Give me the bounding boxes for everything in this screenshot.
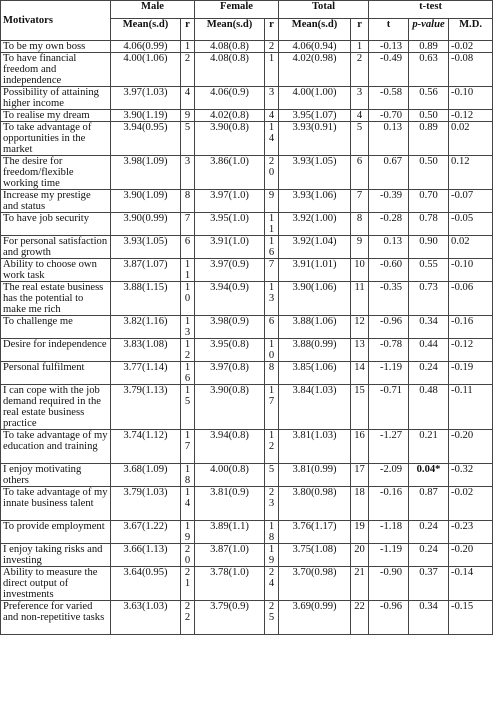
male-mean-cell: 3.63(1.03) xyxy=(111,601,181,635)
table-row xyxy=(1,87,493,110)
total-rank-cell: 6 xyxy=(351,156,369,190)
male-mean-cell: 3.82(1.16) xyxy=(111,316,181,339)
female-rank-cell: 10 xyxy=(265,339,279,362)
total-rank-cell: 9 xyxy=(351,236,369,259)
table-row xyxy=(1,487,493,521)
motivator-cell: To take advantage of my education and training xyxy=(1,430,111,464)
female-header: Female xyxy=(195,1,279,19)
female-rank-cell: 18 xyxy=(265,521,279,544)
table-row xyxy=(1,122,493,156)
table-row xyxy=(1,213,493,236)
male-mean-cell: 4.00(1.06) xyxy=(111,53,181,87)
md-cell: -0.10 xyxy=(449,87,493,110)
table-row xyxy=(1,430,493,464)
md-cell: -0.07 xyxy=(449,190,493,213)
md-cell: -0.10 xyxy=(449,259,493,282)
total-rank-cell: 19 xyxy=(351,521,369,544)
male-mean-cell: 3.79(1.13) xyxy=(111,385,181,430)
p-value-cell: 0.89 xyxy=(409,41,449,53)
female-mean-cell: 3.89(1.1) xyxy=(195,521,265,544)
male-mean-cell: 3.77(1.14) xyxy=(111,362,181,385)
md-cell: -0.05 xyxy=(449,213,493,236)
t-value-cell: -0.13 xyxy=(369,41,409,53)
female-rank-cell: 3 xyxy=(265,87,279,110)
total-mean-cell: 3.80(0.98) xyxy=(279,487,351,521)
female-mean-cell: 3.94(0.8) xyxy=(195,430,265,464)
header-row-groups xyxy=(1,1,493,19)
male-rank-cell: 16 xyxy=(181,362,195,385)
t-header: t xyxy=(369,19,409,41)
male-mean-cell: 4.06(0.99) xyxy=(111,41,181,53)
table-row xyxy=(1,464,493,487)
motivator-cell: To have job security xyxy=(1,213,111,236)
male-mean-cell: 3.93(1.05) xyxy=(111,236,181,259)
male-rank-header: r xyxy=(181,19,195,41)
female-mean-cell: 3.90(0.8) xyxy=(195,122,265,156)
total-rank-cell: 8 xyxy=(351,213,369,236)
p-value-cell: 0.73 xyxy=(409,282,449,316)
total-mean-cell: 3.92(1.00) xyxy=(279,213,351,236)
p-value-cell: 0.78 xyxy=(409,213,449,236)
table-row xyxy=(1,110,493,122)
male-rank-cell: 4 xyxy=(181,87,195,110)
female-rank-cell: 1 xyxy=(265,53,279,87)
female-rank-cell: 19 xyxy=(265,544,279,567)
male-rank-cell: 21 xyxy=(181,567,195,601)
p-value-cell: 0.50 xyxy=(409,156,449,190)
male-rank-cell: 10 xyxy=(181,282,195,316)
total-rank-cell: 4 xyxy=(351,110,369,122)
t-value-cell: -0.58 xyxy=(369,87,409,110)
table-row xyxy=(1,385,493,430)
male-rank-cell: 6 xyxy=(181,236,195,259)
table-row xyxy=(1,236,493,259)
total-rank-cell: 22 xyxy=(351,601,369,635)
male-rank-cell: 2 xyxy=(181,53,195,87)
t-value-cell: -2.09 xyxy=(369,464,409,487)
female-rank-header: r xyxy=(265,19,279,41)
female-mean-cell: 3.86(1.0) xyxy=(195,156,265,190)
total-rank-cell: 13 xyxy=(351,339,369,362)
t-value-cell: -0.28 xyxy=(369,213,409,236)
t-value-cell: -1.19 xyxy=(369,544,409,567)
motivator-cell: I enjoy motivating others xyxy=(1,464,111,487)
total-mean-header: Mean(s.d) xyxy=(279,19,351,41)
t-value-cell: -0.96 xyxy=(369,601,409,635)
female-rank-cell: 11 xyxy=(265,213,279,236)
table-row xyxy=(1,521,493,544)
total-rank-cell: 16 xyxy=(351,430,369,464)
total-mean-cell: 3.90(1.06) xyxy=(279,282,351,316)
md-cell: -0.02 xyxy=(449,487,493,521)
female-mean-cell: 3.79(0.9) xyxy=(195,601,265,635)
total-mean-cell: 3.92(1.04) xyxy=(279,236,351,259)
female-mean-header: Mean(s.d) xyxy=(195,19,265,41)
p-value-cell: 0.21 xyxy=(409,430,449,464)
total-rank-cell: 5 xyxy=(351,122,369,156)
t-value-cell: -1.19 xyxy=(369,362,409,385)
total-rank-header: r xyxy=(351,19,369,41)
male-rank-cell: 7 xyxy=(181,213,195,236)
total-mean-cell: 3.81(1.03) xyxy=(279,430,351,464)
motivator-cell: To provide employment xyxy=(1,521,111,544)
motivator-cell: The real estate business has the potential to make me rich xyxy=(1,282,111,316)
male-mean-cell: 3.90(1.09) xyxy=(111,190,181,213)
p-value-cell: 0.34 xyxy=(409,601,449,635)
female-mean-cell: 3.97(0.8) xyxy=(195,362,265,385)
md-header: M.D. xyxy=(449,19,493,41)
female-mean-cell: 3.87(1.0) xyxy=(195,544,265,567)
male-rank-cell: 13 xyxy=(181,316,195,339)
female-mean-cell: 3.98(0.9) xyxy=(195,316,265,339)
female-rank-cell: 6 xyxy=(265,316,279,339)
female-rank-cell: 8 xyxy=(265,362,279,385)
t-value-cell: 0.13 xyxy=(369,236,409,259)
female-rank-cell: 5 xyxy=(265,464,279,487)
p-value-cell: 0.87 xyxy=(409,487,449,521)
motivator-cell: Desire for independence xyxy=(1,339,111,362)
total-mean-cell: 3.93(1.06) xyxy=(279,190,351,213)
female-rank-cell: 25 xyxy=(265,601,279,635)
motivator-cell: To take advantage of opportunities in the market xyxy=(1,122,111,156)
table-row xyxy=(1,53,493,87)
total-mean-cell: 3.81(0.99) xyxy=(279,464,351,487)
motivator-cell: To realise my dream xyxy=(1,110,111,122)
p-value-cell: 0.34 xyxy=(409,316,449,339)
t-value-cell: -0.96 xyxy=(369,316,409,339)
table-row xyxy=(1,544,493,567)
motivator-cell: To have financial freedom and independence xyxy=(1,53,111,87)
p-value-cell: 0.24 xyxy=(409,362,449,385)
table-body xyxy=(1,41,493,635)
female-rank-cell: 23 xyxy=(265,487,279,521)
md-cell: 0.02 xyxy=(449,122,493,156)
md-cell: -0.23 xyxy=(449,521,493,544)
total-mean-cell: 3.69(0.99) xyxy=(279,601,351,635)
total-mean-cell: 3.70(0.98) xyxy=(279,567,351,601)
total-mean-cell: 3.76(1.17) xyxy=(279,521,351,544)
table-row xyxy=(1,567,493,601)
total-rank-cell: 12 xyxy=(351,316,369,339)
female-rank-cell: 17 xyxy=(265,385,279,430)
female-mean-cell: 3.94(0.9) xyxy=(195,282,265,316)
t-value-cell: -0.16 xyxy=(369,487,409,521)
male-mean-cell: 3.79(1.03) xyxy=(111,487,181,521)
total-rank-cell: 14 xyxy=(351,362,369,385)
female-rank-cell: 9 xyxy=(265,190,279,213)
md-cell: -0.11 xyxy=(449,385,493,430)
female-mean-cell: 3.95(0.8) xyxy=(195,339,265,362)
female-mean-cell: 3.97(1.0) xyxy=(195,190,265,213)
p-value-label: p-value xyxy=(412,19,445,30)
t-value-cell: -0.71 xyxy=(369,385,409,430)
table-row xyxy=(1,259,493,282)
md-cell: -0.12 xyxy=(449,339,493,362)
total-mean-cell: 3.85(1.06) xyxy=(279,362,351,385)
p-value-cell: 0.63 xyxy=(409,53,449,87)
md-cell: 0.12 xyxy=(449,156,493,190)
male-mean-cell: 3.64(0.95) xyxy=(111,567,181,601)
md-cell: -0.15 xyxy=(449,601,493,635)
t-value-cell: -0.70 xyxy=(369,110,409,122)
t-value-cell: 0.67 xyxy=(369,156,409,190)
motivator-cell: Ability to choose own work task xyxy=(1,259,111,282)
motivators-header: Motivators xyxy=(1,1,111,41)
motivator-cell: Ability to measure the direct output of investments xyxy=(1,567,111,601)
male-mean-cell: 3.90(1.19) xyxy=(111,110,181,122)
female-rank-cell: 24 xyxy=(265,567,279,601)
t-value-cell: -1.18 xyxy=(369,521,409,544)
female-mean-cell: 3.97(0.9) xyxy=(195,259,265,282)
p-value-header xyxy=(409,19,449,41)
female-rank-cell: 13 xyxy=(265,282,279,316)
female-mean-cell: 4.02(0.8) xyxy=(195,110,265,122)
total-rank-cell: 2 xyxy=(351,53,369,87)
female-rank-cell: 20 xyxy=(265,156,279,190)
total-mean-cell: 3.88(1.06) xyxy=(279,316,351,339)
motivator-cell: I can cope with the job demand required in the real estate business practice xyxy=(1,385,111,430)
p-value-cell: 0.56 xyxy=(409,87,449,110)
md-cell: -0.14 xyxy=(449,567,493,601)
p-value-cell: 0.24 xyxy=(409,544,449,567)
motivator-cell: I enjoy taking risks and investing xyxy=(1,544,111,567)
male-rank-cell: 14 xyxy=(181,487,195,521)
female-mean-cell: 3.90(0.8) xyxy=(195,385,265,430)
p-value-cell: 0.24 xyxy=(409,521,449,544)
md-cell: -0.06 xyxy=(449,282,493,316)
female-mean-cell: 3.91(1.0) xyxy=(195,236,265,259)
total-rank-cell: 21 xyxy=(351,567,369,601)
table-row xyxy=(1,190,493,213)
male-rank-cell: 19 xyxy=(181,521,195,544)
motivator-cell: For personal satisfaction and growth xyxy=(1,236,111,259)
male-rank-cell: 18 xyxy=(181,464,195,487)
female-mean-cell: 4.00(0.8) xyxy=(195,464,265,487)
p-value-cell: 0.04* xyxy=(409,464,449,487)
table-row xyxy=(1,41,493,53)
total-mean-cell: 4.02(0.98) xyxy=(279,53,351,87)
total-header: Total xyxy=(279,1,369,19)
motivator-cell: Increase my prestige and status xyxy=(1,190,111,213)
motivator-cell: Possibility of attaining higher income xyxy=(1,87,111,110)
total-mean-cell: 3.93(0.91) xyxy=(279,122,351,156)
motivator-cell: To take advantage of my innate business talent xyxy=(1,487,111,521)
total-rank-cell: 1 xyxy=(351,41,369,53)
female-mean-cell: 3.95(1.0) xyxy=(195,213,265,236)
p-value-cell: 0.89 xyxy=(409,122,449,156)
t-value-cell: -0.90 xyxy=(369,567,409,601)
t-value-cell: -0.49 xyxy=(369,53,409,87)
male-rank-cell: 5 xyxy=(181,122,195,156)
male-rank-cell: 22 xyxy=(181,601,195,635)
male-rank-cell: 12 xyxy=(181,339,195,362)
male-mean-cell: 3.88(1.15) xyxy=(111,282,181,316)
motivator-cell: Preference for varied and non-repetitive tasks xyxy=(1,601,111,635)
male-rank-cell: 3 xyxy=(181,156,195,190)
motivator-cell: To challenge me xyxy=(1,316,111,339)
t-value-cell: -1.27 xyxy=(369,430,409,464)
male-rank-cell: 1 xyxy=(181,41,195,53)
t-value-cell: -0.60 xyxy=(369,259,409,282)
total-rank-cell: 7 xyxy=(351,190,369,213)
male-rank-cell: 15 xyxy=(181,385,195,430)
female-mean-cell: 4.08(0.8) xyxy=(195,53,265,87)
md-cell: -0.02 xyxy=(449,41,493,53)
motivator-cell: Personal fulfilment xyxy=(1,362,111,385)
total-rank-cell: 3 xyxy=(351,87,369,110)
p-value-cell: 0.70 xyxy=(409,190,449,213)
male-mean-cell: 3.83(1.08) xyxy=(111,339,181,362)
male-mean-cell: 3.97(1.03) xyxy=(111,87,181,110)
total-mean-cell: 3.75(1.08) xyxy=(279,544,351,567)
male-mean-cell: 3.98(1.09) xyxy=(111,156,181,190)
male-mean-cell: 3.67(1.22) xyxy=(111,521,181,544)
male-rank-cell: 17 xyxy=(181,430,195,464)
total-rank-cell: 15 xyxy=(351,385,369,430)
md-cell: -0.08 xyxy=(449,53,493,87)
male-mean-cell: 3.90(0.99) xyxy=(111,213,181,236)
md-cell: -0.16 xyxy=(449,316,493,339)
female-rank-cell: 4 xyxy=(265,110,279,122)
total-mean-cell: 4.06(0.94) xyxy=(279,41,351,53)
total-mean-cell: 3.84(1.03) xyxy=(279,385,351,430)
ttest-header: t-test xyxy=(369,1,493,19)
male-mean-header: Mean(s.d) xyxy=(111,19,181,41)
total-rank-cell: 11 xyxy=(351,282,369,316)
table-row xyxy=(1,362,493,385)
table-row xyxy=(1,316,493,339)
female-rank-cell: 14 xyxy=(265,122,279,156)
p-value-cell: 0.48 xyxy=(409,385,449,430)
male-mean-cell: 3.68(1.09) xyxy=(111,464,181,487)
md-cell: -0.19 xyxy=(449,362,493,385)
table-row xyxy=(1,282,493,316)
male-rank-cell: 20 xyxy=(181,544,195,567)
male-mean-cell: 3.66(1.13) xyxy=(111,544,181,567)
md-cell: -0.20 xyxy=(449,430,493,464)
total-mean-cell: 3.91(1.01) xyxy=(279,259,351,282)
female-rank-cell: 7 xyxy=(265,259,279,282)
total-rank-cell: 17 xyxy=(351,464,369,487)
total-mean-cell: 4.00(1.00) xyxy=(279,87,351,110)
table-row xyxy=(1,156,493,190)
t-value-cell: -0.39 xyxy=(369,190,409,213)
p-value-cell: 0.90 xyxy=(409,236,449,259)
motivator-cell: To be my own boss xyxy=(1,41,111,53)
md-cell: 0.02 xyxy=(449,236,493,259)
total-mean-cell: 3.88(0.99) xyxy=(279,339,351,362)
male-rank-cell: 11 xyxy=(181,259,195,282)
t-value-cell: -0.35 xyxy=(369,282,409,316)
male-mean-cell: 3.74(1.12) xyxy=(111,430,181,464)
md-cell: -0.12 xyxy=(449,110,493,122)
male-mean-cell: 3.87(1.07) xyxy=(111,259,181,282)
p-value-cell: 0.55 xyxy=(409,259,449,282)
male-header: Male xyxy=(111,1,195,19)
md-cell: -0.32 xyxy=(449,464,493,487)
p-value-cell: 0.37 xyxy=(409,567,449,601)
total-mean-cell: 3.93(1.05) xyxy=(279,156,351,190)
total-rank-cell: 18 xyxy=(351,487,369,521)
total-rank-cell: 10 xyxy=(351,259,369,282)
female-mean-cell: 4.08(0.8) xyxy=(195,41,265,53)
female-rank-cell: 12 xyxy=(265,430,279,464)
p-value-cell: 0.44 xyxy=(409,339,449,362)
total-rank-cell: 20 xyxy=(351,544,369,567)
total-mean-cell: 3.95(1.07) xyxy=(279,110,351,122)
md-cell: -0.20 xyxy=(449,544,493,567)
table-row xyxy=(1,339,493,362)
female-mean-cell: 4.06(0.9) xyxy=(195,87,265,110)
motivator-cell: The desire for freedom/flexible working time xyxy=(1,156,111,190)
t-value-cell: -0.78 xyxy=(369,339,409,362)
male-mean-cell: 3.94(0.95) xyxy=(111,122,181,156)
female-rank-cell: 16 xyxy=(265,236,279,259)
p-value-cell: 0.50 xyxy=(409,110,449,122)
male-rank-cell: 8 xyxy=(181,190,195,213)
table-row xyxy=(1,601,493,635)
female-rank-cell: 2 xyxy=(265,41,279,53)
male-rank-cell: 9 xyxy=(181,110,195,122)
female-mean-cell: 3.78(1.0) xyxy=(195,567,265,601)
female-mean-cell: 3.81(0.9) xyxy=(195,487,265,521)
t-value-cell: 0.13 xyxy=(369,122,409,156)
